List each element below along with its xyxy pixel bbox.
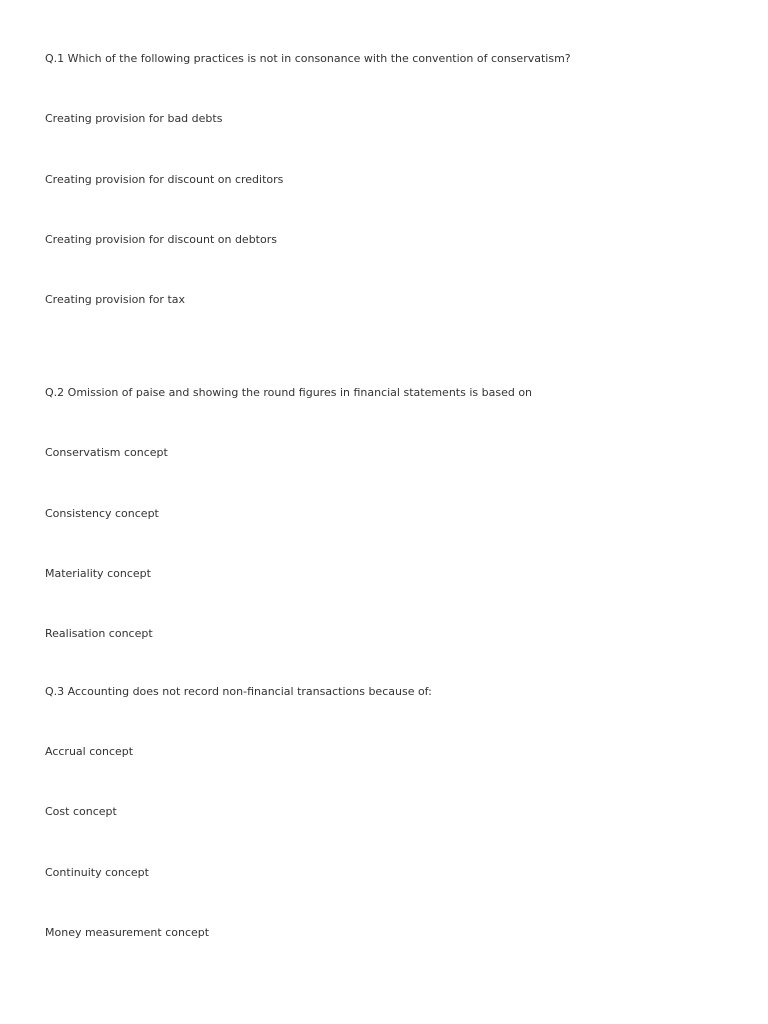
option-item: Conservatism concept (45, 446, 168, 459)
question-text: Which of the following practices is not in consonance with the convention of conservatism? (67, 52, 571, 65)
option-item: Accrual concept (45, 745, 134, 758)
question-number: Q.3 (45, 685, 65, 698)
question-2 (45, 386, 532, 400)
question-text: Omission of paise and showing the round figures in financial statements is based on (67, 386, 533, 399)
question-text: Accounting does not record non-financial transactions because of: (67, 685, 432, 698)
option-item: Consistency concept (45, 507, 159, 520)
option-item: Creating provision for discount on debtors (45, 233, 277, 246)
question-1 (45, 52, 571, 66)
option-item: Cost concept (45, 805, 117, 818)
question-number: Q.2 (45, 386, 65, 399)
question-3 (45, 685, 432, 699)
question-number: Q.1 (45, 52, 65, 65)
option-item: Creating provision for bad debts (45, 112, 223, 125)
option-item: Money measurement concept (45, 926, 210, 939)
option-item: Creating provision for tax (45, 293, 186, 306)
option-item: Creating provision for discount on creditors (45, 173, 284, 186)
option-item: Realisation concept (45, 627, 153, 640)
option-item: Continuity concept (45, 866, 149, 879)
option-item: Materiality concept (45, 567, 151, 580)
